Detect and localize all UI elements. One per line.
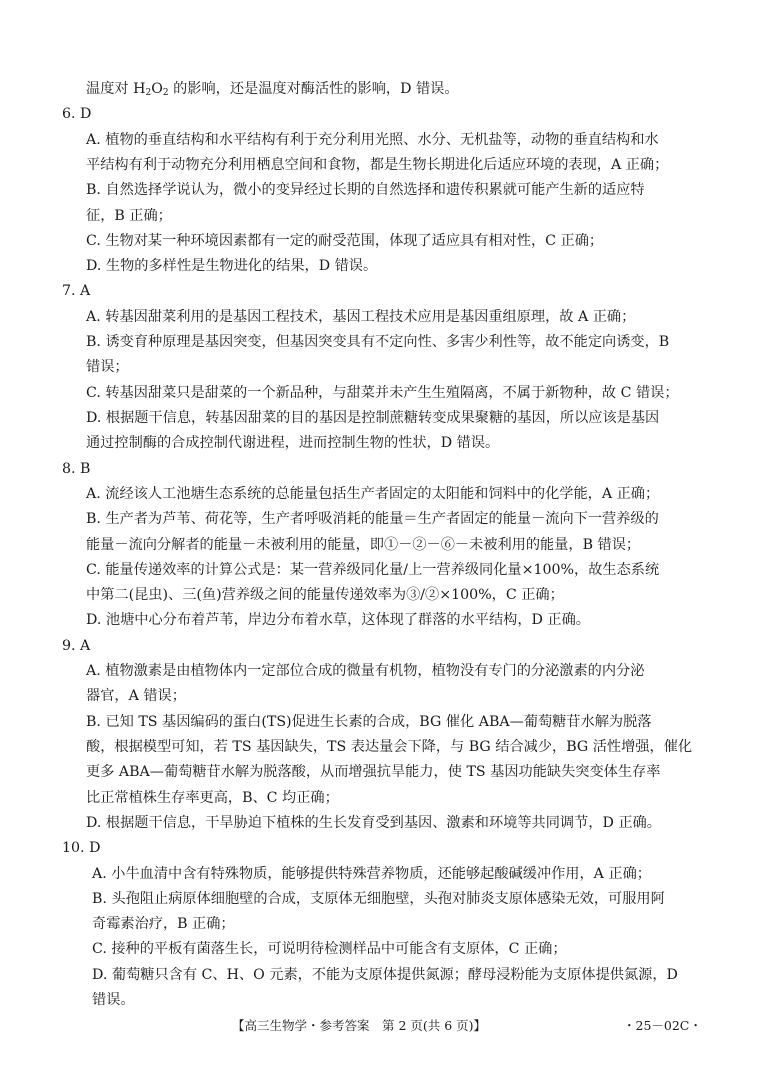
text-line: 器官，A 错误； [86,688,186,705]
text-line: B. 已知 TS 基因编码的蛋白(TS)促进生长素的合成，BG 催化 ABA—葡萄糖苷水解为脱落 [86,713,652,730]
text-span: 温度对 H [86,81,146,97]
text-line: B. 诱变育种原理是基因突变，但基因突变具有不定向性、多害少利性等，故不能定向诱变，B [86,334,670,351]
footer-title: 【高三生物学・参考答案 第 2 页(共 6 页)】 [232,1018,487,1033]
text-line: 征，B 正确； [86,207,172,224]
question-number: 8. B [62,460,91,477]
text-line: 比正常植株生存率更高，B、C 均正确； [86,789,339,806]
text-line: 酸，根据模型可知，若 TS 基因缺失，TS 表达量会下降，与 BG 结合减少，BG 活性增强，催化 [86,738,693,755]
text-line: D. 池塘中心分布着芦苇，岸边分布着水草，这体现了群落的水平结构，D 正确。 [86,612,590,629]
subscript: 2 [162,88,169,98]
text-span: 的影响，还是温度对酶活性的影响，D 错误。 [168,81,459,97]
text-line: B. 生产者为芦苇、荷花等，生产者呼吸消耗的能量＝生产者固定的能量－流向下一营养级的 [86,511,659,528]
text-line: 奇霉素治疗，B 正确； [92,916,235,933]
subscript: 2 [145,88,152,98]
text-line: A. 流经该人工池塘生态系统的总能量包括生产者固定的太阳能和饲料中的化学能，A 正确； [86,485,660,502]
text-line: 更多 ABA—葡萄糖苷水解为脱落酸，从而增强抗旱能力，使 TS 基因功能缺失突变体生存率 [86,764,661,781]
text-line: B. 头孢阻止病原体细胞壁的合成，支原体无细胞壁，头孢对肺炎支原体感染无效，可服用阿 [92,890,665,907]
text-line: A. 转基因甜菜利用的是基因工程技术，基因工程技术应用是基因重组原理，故 A 正确； [86,308,636,325]
text-line: D. 根据题干信息，干旱胁迫下植株的生长发育受到基因、激素和环境等共同调节，D 正确。 [86,814,661,831]
question-number: 10. D [62,840,101,857]
text-line: C. 能量传递效率的计算公式是：某一营养级同化量/上一营养级同化量×100%，故生态系统 [86,561,660,578]
text-line: C. 转基因甜菜只是甜菜的一个新品种，与甜菜并未产生生殖隔离，不属于新物种，故 C 错误； [86,384,679,401]
text-line: D. 葡萄糖只含有 C、H、O 元素，不能为支原体提供氮源；酵母浸粉能为支原体提供氮源，D [92,966,678,983]
text-line: 能量－流向分解者的能量－未被利用的能量，即①－②－⑥－未被利用的能量，B 错误； [86,536,641,553]
text-line: B. 自然选择学说认为，微小的变异经过长期的自然选择和遗传积累就可能产生新的适应特 [86,182,645,199]
text-line [86,77,459,101]
footer-code: ・25－02C・ [623,1018,702,1033]
question-number: 6. D [62,106,92,123]
text-span: O [151,81,163,97]
question-number: 9. A [62,637,91,654]
text-line: 通过控制酶的合成控制代谢进程，进而控制生物的性状，D 错误。 [86,435,500,452]
text-line: A. 植物激素是由植物体内一定部位合成的微量有机物，植物没有专门的分泌激素的内分泌 [86,663,645,679]
text-line: A. 植物的垂直结构和水平结构有利于充分利用光照、水分、无机盐等，动物的垂直结构和水 [86,131,659,148]
text-line: A. 小牛血清中含有特殊物质，能够提供特殊营养物质，还能够起酸碱缓冲作用，A 正确； [92,865,651,882]
text-line: 平结构有利于动物充分利用栖息空间和食物，都是生物长期进化后适应环境的表现，A 正确； [86,156,669,173]
text-line: C. 生物对某一种环境因素都有一定的耐受范围，体现了适应具有相对性，C 正确； [86,232,604,249]
text-line: 错误。 [92,992,135,1008]
text-line: D. 根据题干信息，转基因甜菜的目的基因是控制蔗糖转变成果聚糖的基因，所以应该是基因 [86,410,660,426]
text-line: 中第二(昆虫)、三(鱼)营养级之间的能量传递效率为③/②×100%，C 正确； [86,587,564,604]
question-number: 7. A [62,283,91,300]
text-line: 错误； [86,359,129,376]
text-line: D. 生物的多样性是生物进化的结果，D 错误。 [86,258,378,275]
text-line: C. 接种的平板有菌落生长，可说明待检测样品中可能含有支原体，C 正确； [92,941,567,958]
